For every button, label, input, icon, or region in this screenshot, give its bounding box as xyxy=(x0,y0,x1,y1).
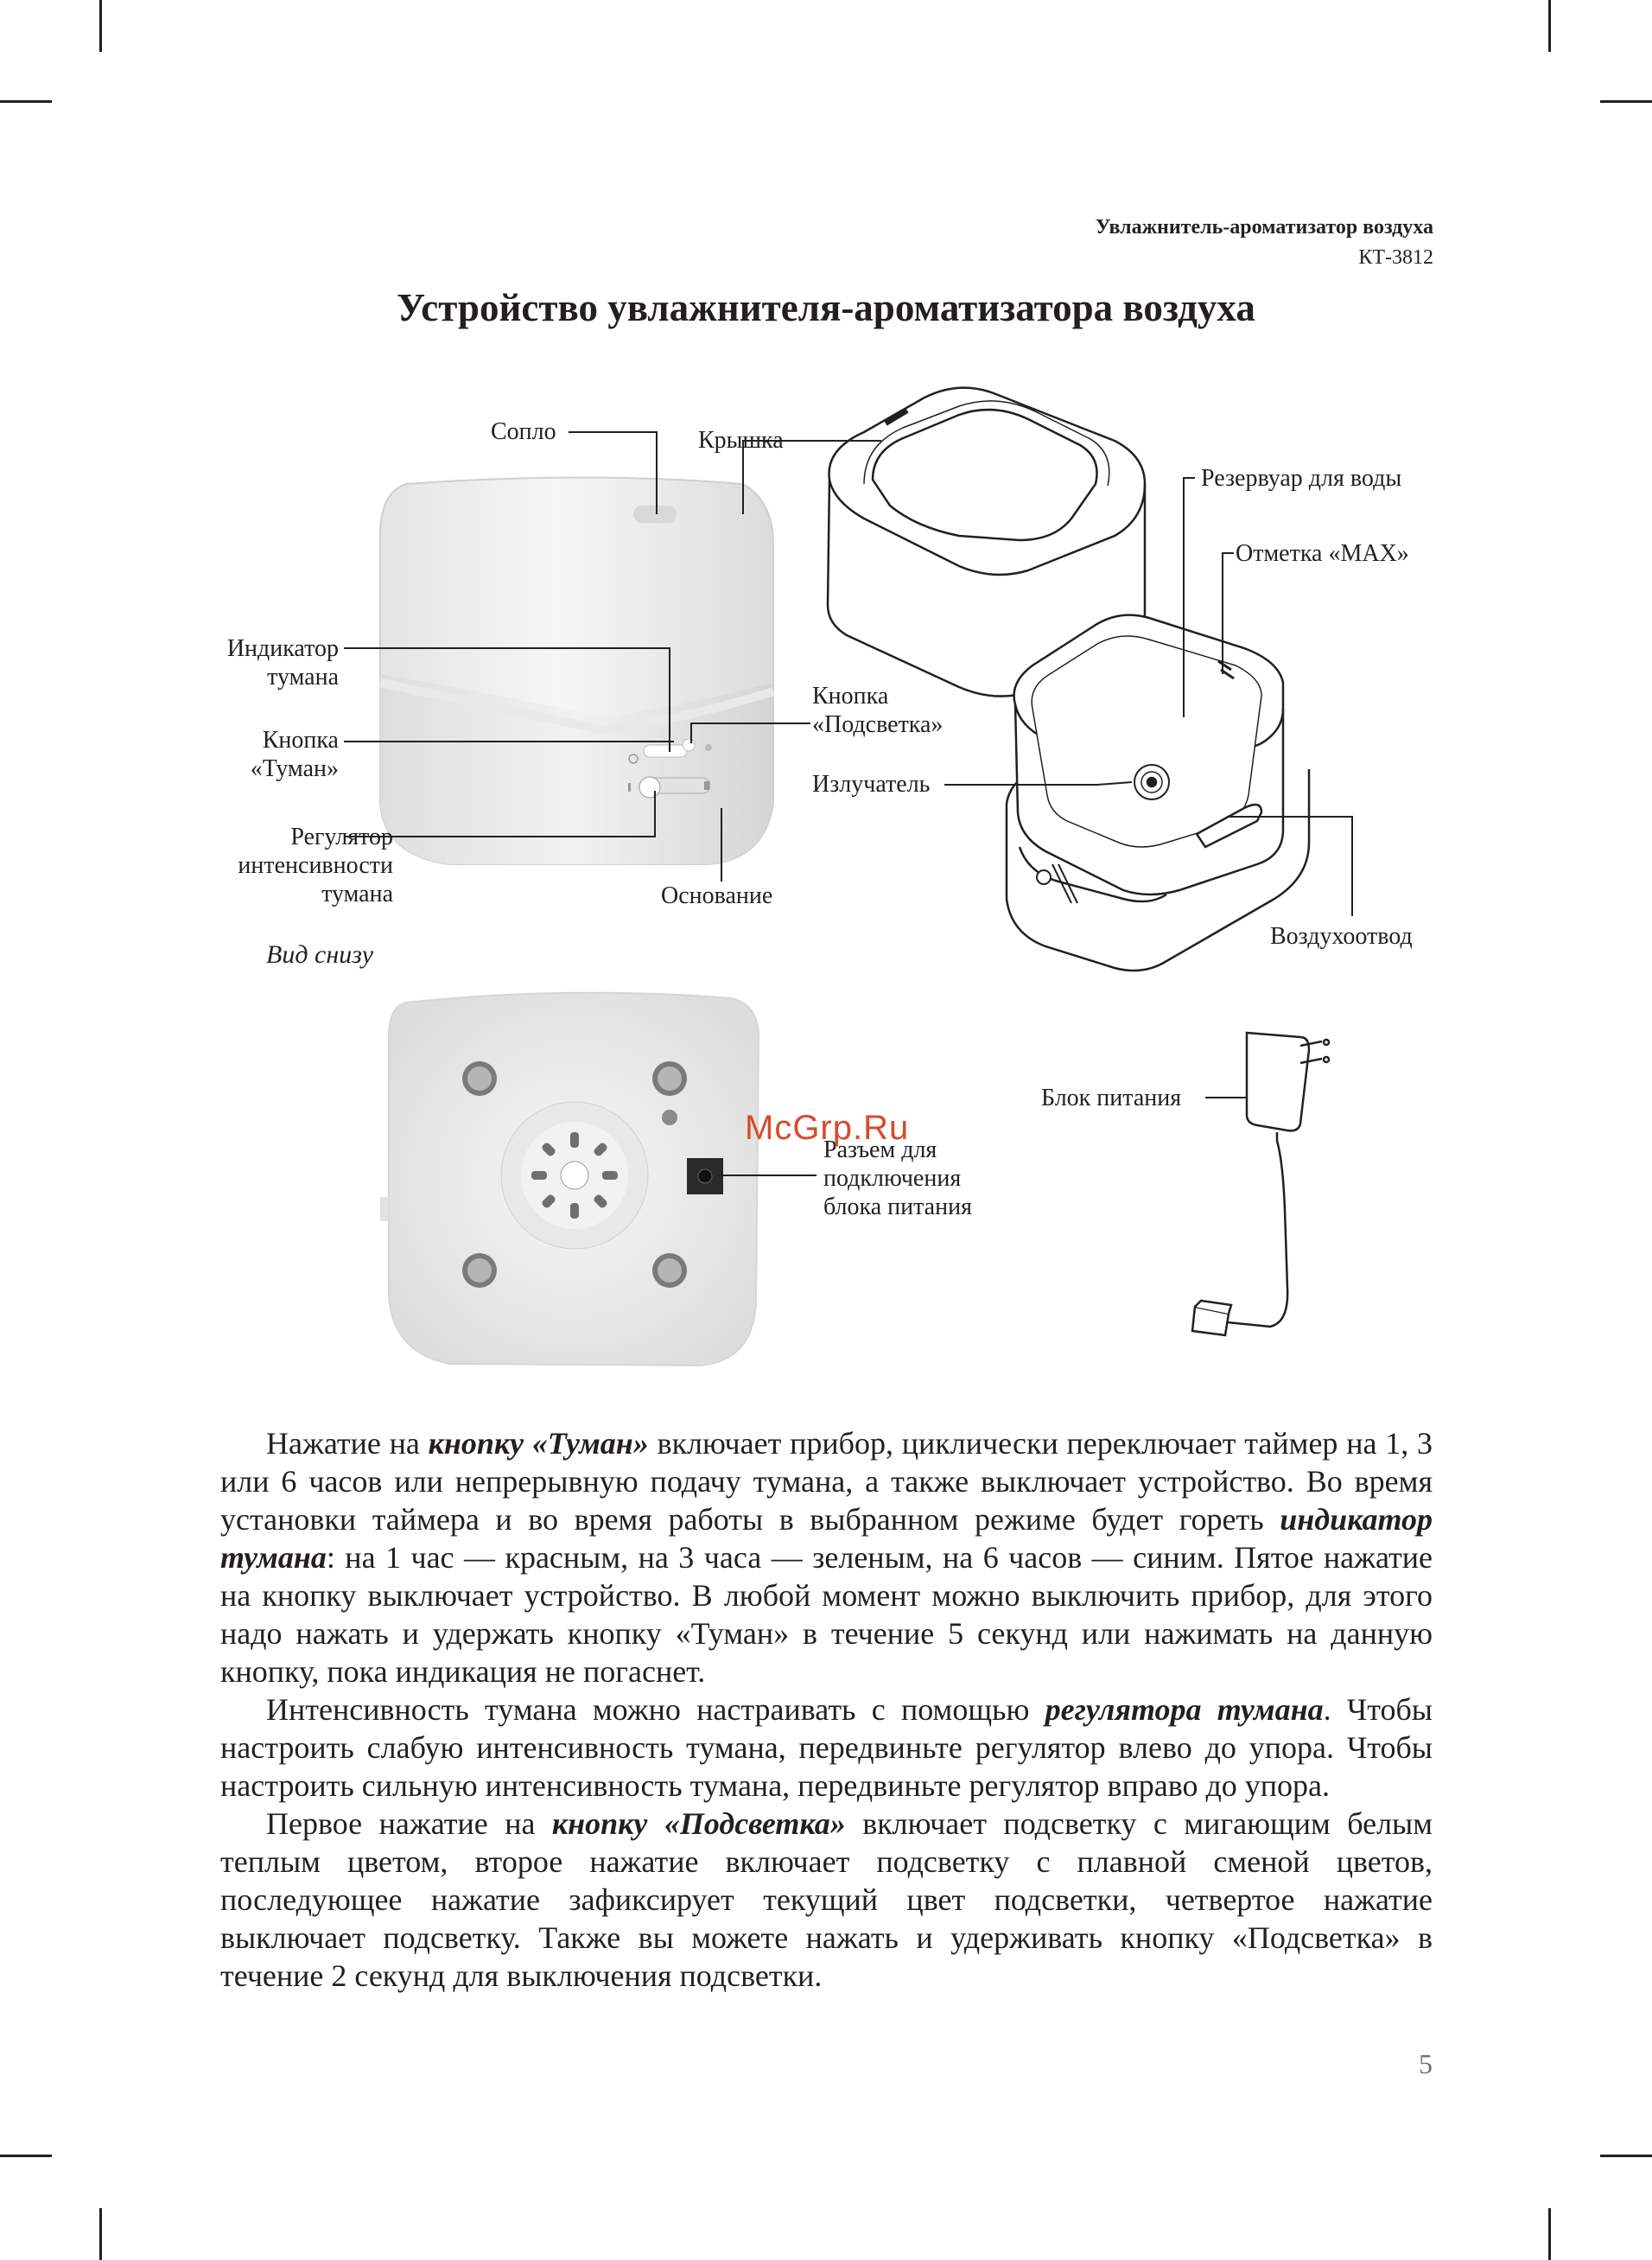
label-mist-button-2: «Туман» xyxy=(250,755,339,782)
crop-mark xyxy=(0,2155,52,2157)
label-regulator-1: Регулятор xyxy=(290,824,393,850)
label-emitter: Излучатель xyxy=(812,771,931,798)
label-light-button-1: Кнопка xyxy=(812,683,889,710)
watermark: McGrp.Ru xyxy=(745,1109,910,1147)
paragraph-mist-regulator: Интенсивность тумана можно настраивать с помощью регулятора тумана. Чтобы настроить слабую интенсивность тумана, передвиньте регулятор влево до упора. Чтобы настроить сильную интенсивность тумана, передвиньте регулятор вправо до упора. xyxy=(220,1692,1433,1803)
crop-mark xyxy=(1548,2208,1551,2260)
paragraph-mist-button: Нажатие на кнопку «Туман» включает прибор, циклически переключает таймер на 1, 3 или 6 часов или непрерывную подачу тумана, а также выключает устройство. Во время установки таймера и во время работы в выбранном режиме будет гореть индикатор тумана: на 1 час — красным, на 3 часа — зеленым, на 6 часов — синим. Пятое нажатие на кнопку выключает устройство. В любой момент можно выключить прибор, для этого надо нажать и удержать кнопку «Туман» в течение 5 секунд или нажимать на данную кнопку, пока индикация не погаснет. xyxy=(220,1426,1433,1689)
header-model: КТ-3812 xyxy=(1358,246,1433,269)
label-mist-indicator-1: Индикатор xyxy=(226,635,339,662)
label-power-unit: Блок питания xyxy=(1041,1085,1182,1111)
light-button xyxy=(683,739,695,751)
paragraph-light-button: Первое нажатие на кнопку «Подсветка» включает подсветку с мигающим белым теплым цветом, второе нажатие включает подсветку с плавной сменой цветов, последующее нажатие зафиксирует текущий цвет подсветки, четвертое нажатие выключает подсветку. Также вы можете нажать и удерживать кнопку «Подсветка» в течение 2 секунд для выключения подсветки. xyxy=(220,1806,1433,1993)
power-adapter-illustration xyxy=(1192,1033,1329,1335)
page-title: Устройство увлажнителя-ароматизатора воздуха xyxy=(397,286,1255,329)
mist-button xyxy=(644,745,687,757)
label-base: Основание xyxy=(661,882,773,909)
label-connector-1: Разъем для xyxy=(823,1136,937,1163)
label-mist-button-1: Кнопка xyxy=(262,727,339,754)
label-regulator-2: интенсивности xyxy=(238,852,393,879)
label-mist-indicator-2: тумана xyxy=(267,664,339,691)
crop-mark xyxy=(1600,2155,1652,2157)
nozzle xyxy=(633,506,677,523)
label-max-mark: Отметка «MAX» xyxy=(1236,540,1409,567)
label-connector-2: подключения xyxy=(823,1165,962,1192)
label-connector-3: блока питания xyxy=(823,1194,972,1220)
label-regulator-3: тумана xyxy=(321,881,393,907)
label-nozzle: Сопло xyxy=(491,418,556,445)
crop-mark xyxy=(99,2208,102,2260)
label-light-button-2: «Подсветка» xyxy=(812,711,944,738)
label-water-tank: Резервуар для воды xyxy=(1201,465,1402,492)
bottom-view-illustration xyxy=(380,993,759,1366)
body-text xyxy=(220,1424,1433,1995)
tank-base-illustration xyxy=(1007,615,1309,971)
page-number: 5 xyxy=(1419,2048,1433,2079)
humidifier-front-view xyxy=(380,478,773,865)
label-lid: Крышка xyxy=(698,427,784,454)
bottom-view-caption: Вид снизу xyxy=(266,940,374,969)
label-air-outlet: Воздухоотвод xyxy=(1270,923,1413,950)
header-product-name: Увлажнитель-ароматизатор воздуха xyxy=(1095,216,1433,239)
